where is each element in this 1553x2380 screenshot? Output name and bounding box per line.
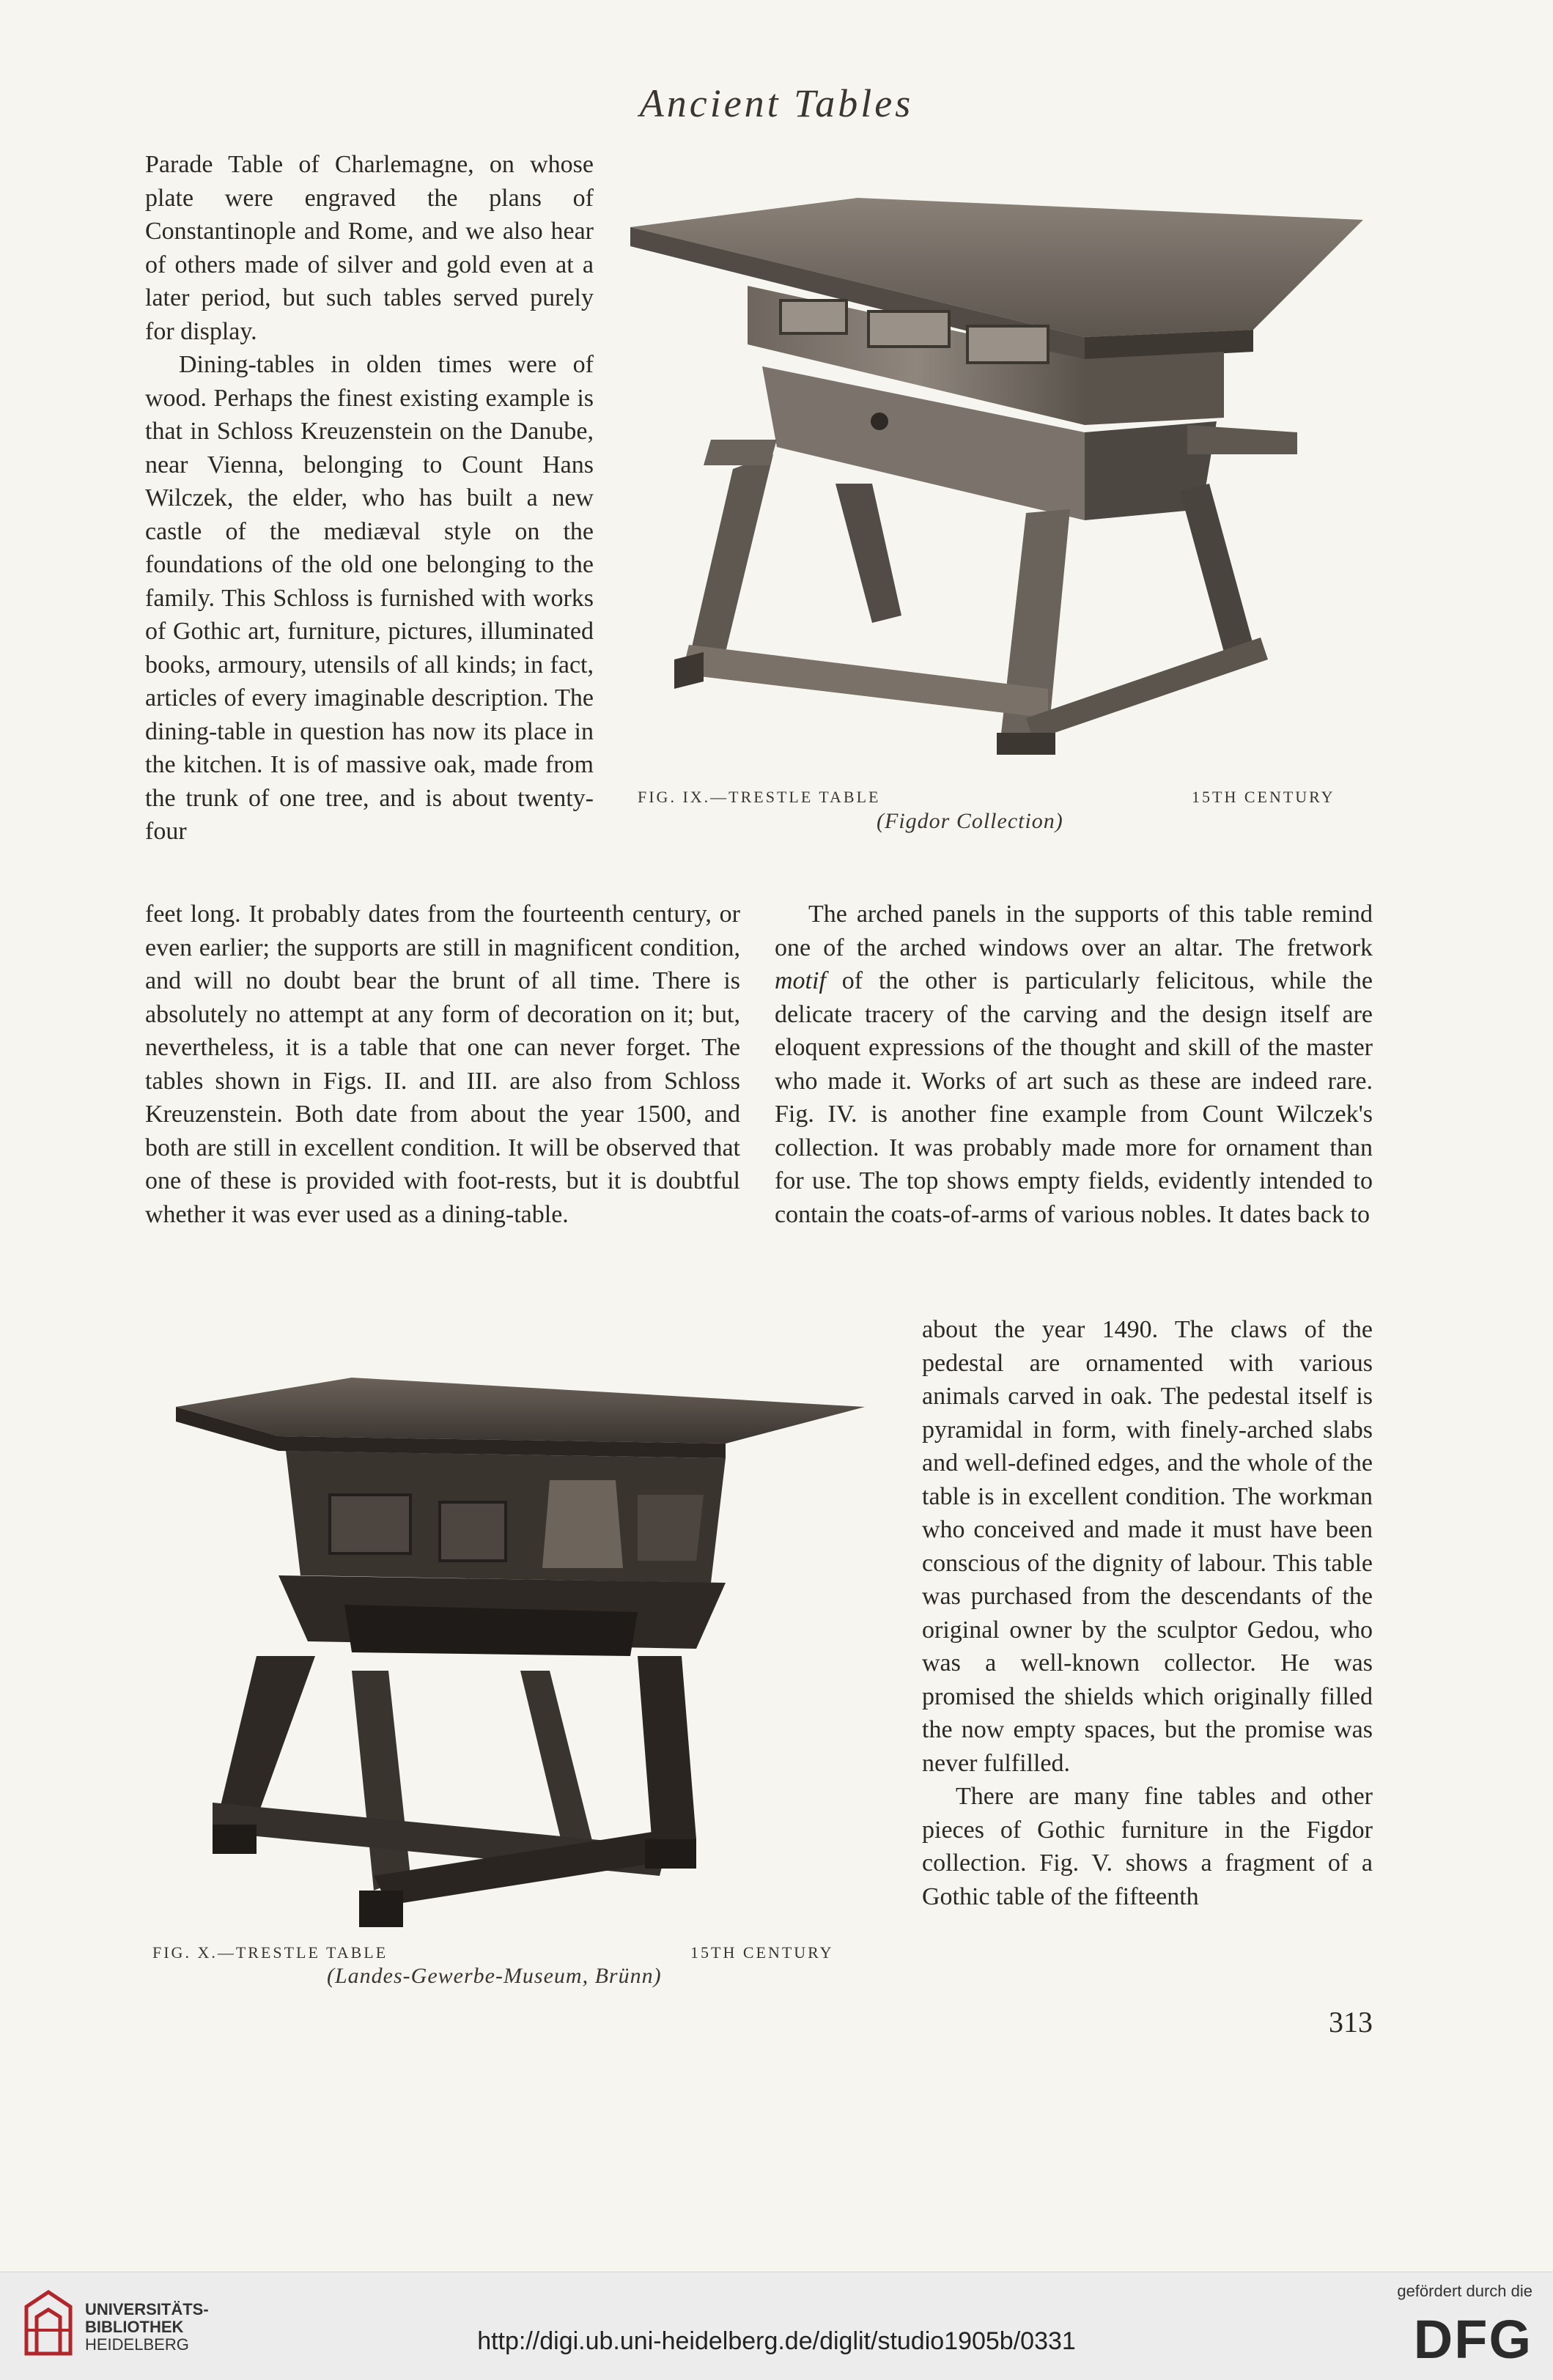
library-name-line: BIBLIOTHEK	[85, 2318, 184, 2336]
paragraph: Parade Table of Charlemagne, on whose plate were engraved the plans of Constantinople and Rome, and we also hear of others made of silver and gold even at a later period, but such tables served purely for display.	[145, 151, 594, 345]
figure-x-caption: FIG. X.—TRESTLE TABLE	[152, 1943, 388, 1962]
paragraph: about the year 1490. The claws of the pedestal are ornamented with various animals carved in oak. The pedestal itself is pyramidal in form, with finely-arched slabs and well-defined edges, and the whole of the table is in excellent condition. The workman who conceived and made it must have been conscious of the dignity of labour. This table was purchased from the descendants of the original owner by the sculptor Gedou, who was a well-known collector. He was promised the shields which originally filled the now empty spaces, but the promise was never fulfilled.	[922, 1316, 1373, 1777]
figure-x-trestle-table-photo	[169, 1363, 872, 1934]
paragraph	[775, 898, 1373, 1231]
figure-ix-source: (Figdor Collection)	[877, 809, 1063, 833]
dfg-logo: DFG	[1413, 2309, 1532, 2370]
figure-x-date: 15TH CENTURY	[690, 1943, 834, 1962]
column1-bottom-text	[145, 898, 740, 1231]
funded-by-label: gefördert durch die	[1397, 2282, 1532, 2300]
text-run: of the other is particularly felicitous, while the delicate tracery of the carving and the design itself are eloquent expressions of the thought and skill of the master who made it. Works of art such as these are indeed rare. Fig. IV. is another fine example from Count Wilczek's collection. It was probably made more for ornament than for use. The top shows empty fields, evidently intended to contain the coats-of-arms of various nobles. It dates back to	[775, 967, 1373, 1228]
emphasis: motif	[775, 967, 826, 994]
paragraph: Dining-tables in olden times were of wood. Perhaps the finest existing example is that in Schloss Kreuzenstein on the Danube, near Vienna, belonging to Count Hans Wilczek, the elder, who has built a new castle of the mediæval style on the foundations of the old one belonging to the family. This Schloss is furnished with works of Gothic art, furniture, pictures, illuminated books, armoury, utensils of all kinds; in fact, articles of every imaginable description. The dining-table in question has now its place in the kitchen. It is of massive oak, made from the trunk of one tree, and is about twenty-four	[145, 351, 594, 845]
library-name-line: UNIVERSITÄTS-	[85, 2300, 209, 2318]
text-run: The arched panels in the supports of this table remind one of the arched windows over an altar. The fretwork	[775, 901, 1373, 961]
paragraph: There are many fine tables and other pieces of Gothic furniture in the Figdor collection. Fig. V. shows a fragment of a Gothic table of the fifteenth	[922, 1783, 1373, 1910]
library-name-line: HEIDELBERG	[85, 2335, 189, 2354]
permalink-url[interactable]: http://digi.ub.uni-heidelberg.de/diglit/studio1905b/0331	[477, 2327, 1076, 2355]
figure-ix-date: 15TH CENTURY	[1192, 788, 1335, 806]
figure-ix-caption: FIG. IX.—TRESTLE TABLE	[638, 788, 881, 806]
figure-ix-trestle-table-photo	[616, 176, 1378, 762]
column2-narrow-text	[922, 1313, 1373, 1913]
paragraph: feet long. It probably dates from the fourteenth century, or even earlier; the supports are still in magnificent condition, and will no doubt bear the brunt of all time. There is absolutely no attempt at any form of decoration on it; but, nevertheless, it is a table that one can never forget. The tables shown in Figs. II. and III. are also from Schloss Kreuzenstein. Both date from about the year 1500, and both are still in excellent condition. It will be observed that one of these is provided with foot-rests, but it is doubtful whether it was ever used as a dining-table.	[145, 901, 740, 1228]
page-number: 313	[1329, 2006, 1373, 2039]
footer-bar	[0, 2272, 1553, 2380]
figure-x-source: (Landes-Gewerbe-Museum, Brünn)	[327, 1964, 662, 1988]
column1-top-text	[145, 148, 594, 849]
running-head: Ancient Tables	[639, 81, 914, 125]
column2-top-text	[775, 898, 1373, 1231]
